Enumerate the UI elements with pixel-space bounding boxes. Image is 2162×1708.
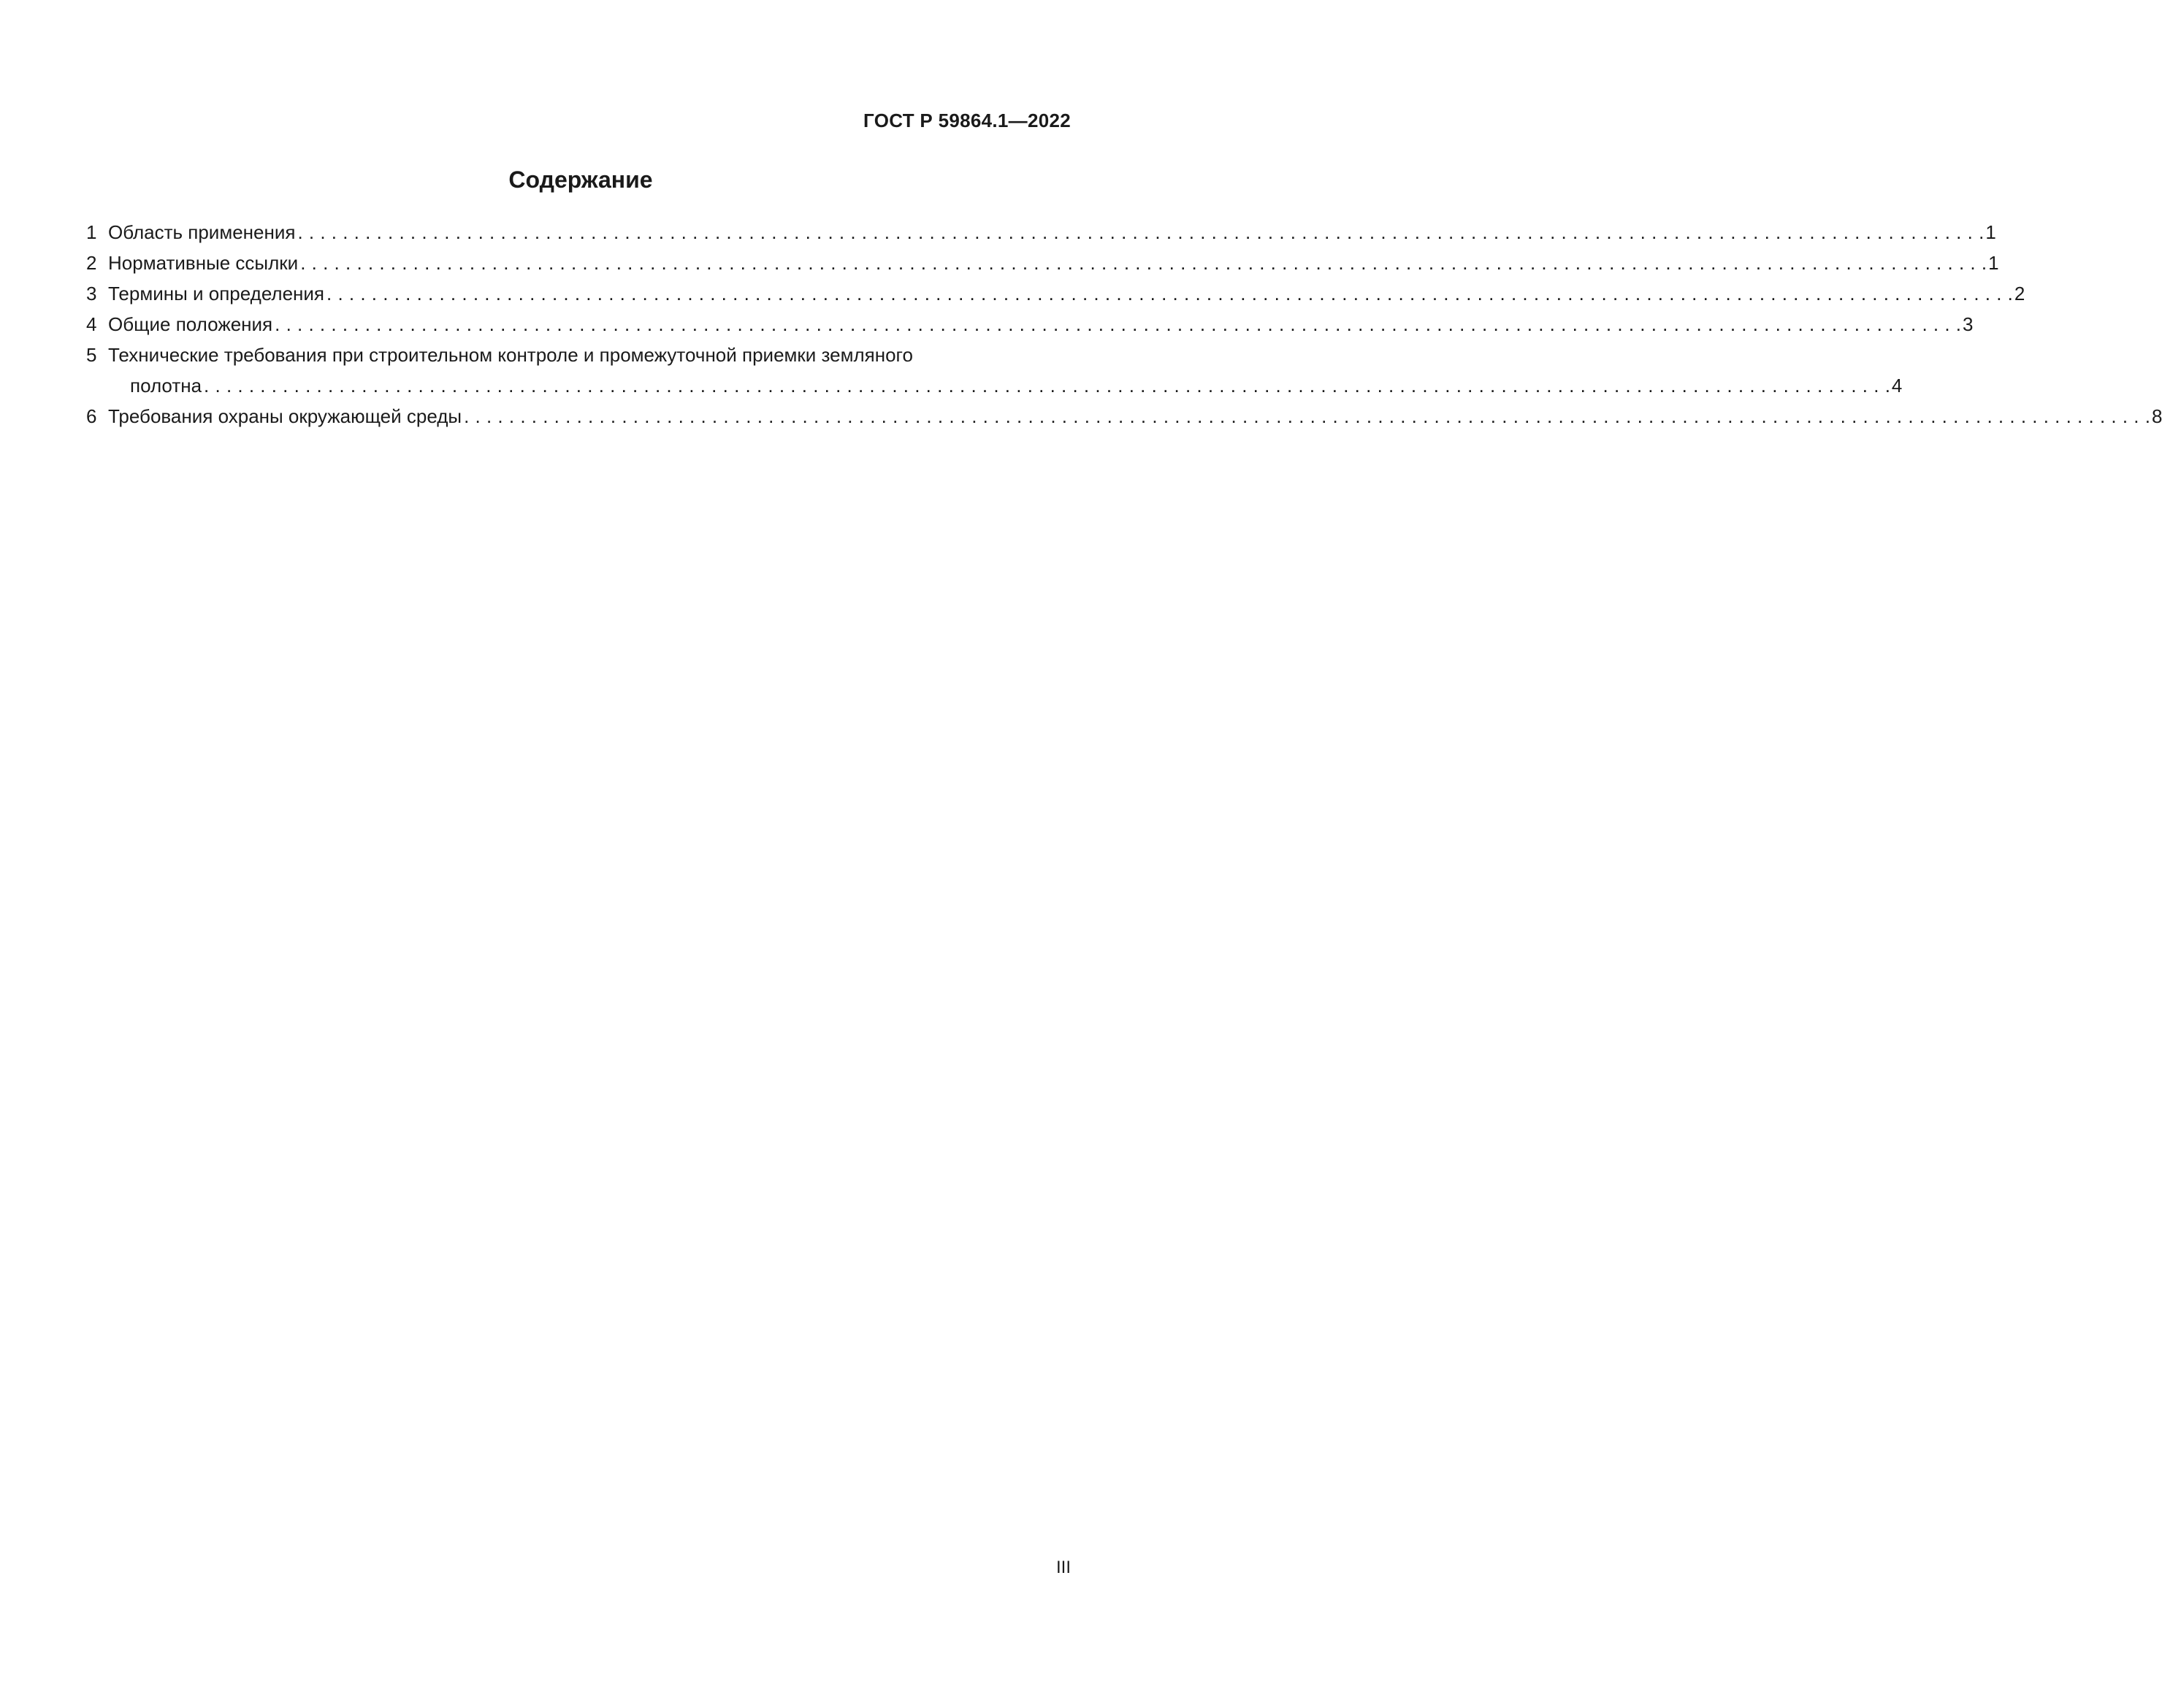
toc-item-1[interactable] [86, 217, 1996, 248]
toc-leader-dots [202, 370, 1890, 401]
toc-item-number: 4 [86, 313, 97, 335]
toc-leader-dots [272, 309, 1961, 340]
toc-item-number: 6 [86, 405, 97, 427]
toc-item-number: 1 [86, 221, 97, 243]
toc-item-number: 5 [86, 344, 97, 366]
toc-item-number: 3 [86, 283, 97, 305]
toc-item-title: Требования охраны окружающей среды [108, 405, 462, 427]
toc-leader-dots [462, 401, 2150, 432]
table-of-contents [86, 217, 2162, 432]
toc-item-title: Нормативные ссылки [108, 252, 299, 274]
toc-title: Содержание [508, 166, 653, 193]
toc-item-6[interactable] [86, 401, 2162, 432]
document-code: ГОСТ Р 59864.1—2022 [863, 110, 1071, 131]
toc-item-page: 3 [1963, 313, 1974, 335]
toc-leader-dots [295, 217, 1984, 248]
toc-item-page: 8 [2151, 405, 2162, 427]
toc-item-title: Область применения [108, 221, 296, 243]
toc-leader-dots [324, 278, 2013, 309]
toc-item-page: 4 [1891, 375, 1903, 397]
toc-item-page: 1 [1988, 252, 1999, 274]
toc-item-page: 2 [2014, 283, 2025, 305]
toc-item-title: Технические требования при строительном контроле и промежуточной приемки земляного [108, 344, 913, 366]
toc-item-title: Общие положения [108, 313, 273, 335]
toc-item-2[interactable] [86, 248, 1999, 278]
toc-leader-dots [298, 248, 1987, 278]
page-number: III [1055, 1558, 1071, 1577]
toc-item-title: Термины и определения [108, 283, 325, 305]
toc-item-title-continuation: полотна [130, 375, 202, 397]
toc-item-3[interactable] [86, 278, 2025, 309]
toc-item-4[interactable] [86, 309, 1974, 340]
toc-item-number: 2 [86, 252, 97, 274]
toc-item-page: 1 [1985, 221, 1996, 243]
toc-item-5[interactable] [86, 340, 1903, 401]
